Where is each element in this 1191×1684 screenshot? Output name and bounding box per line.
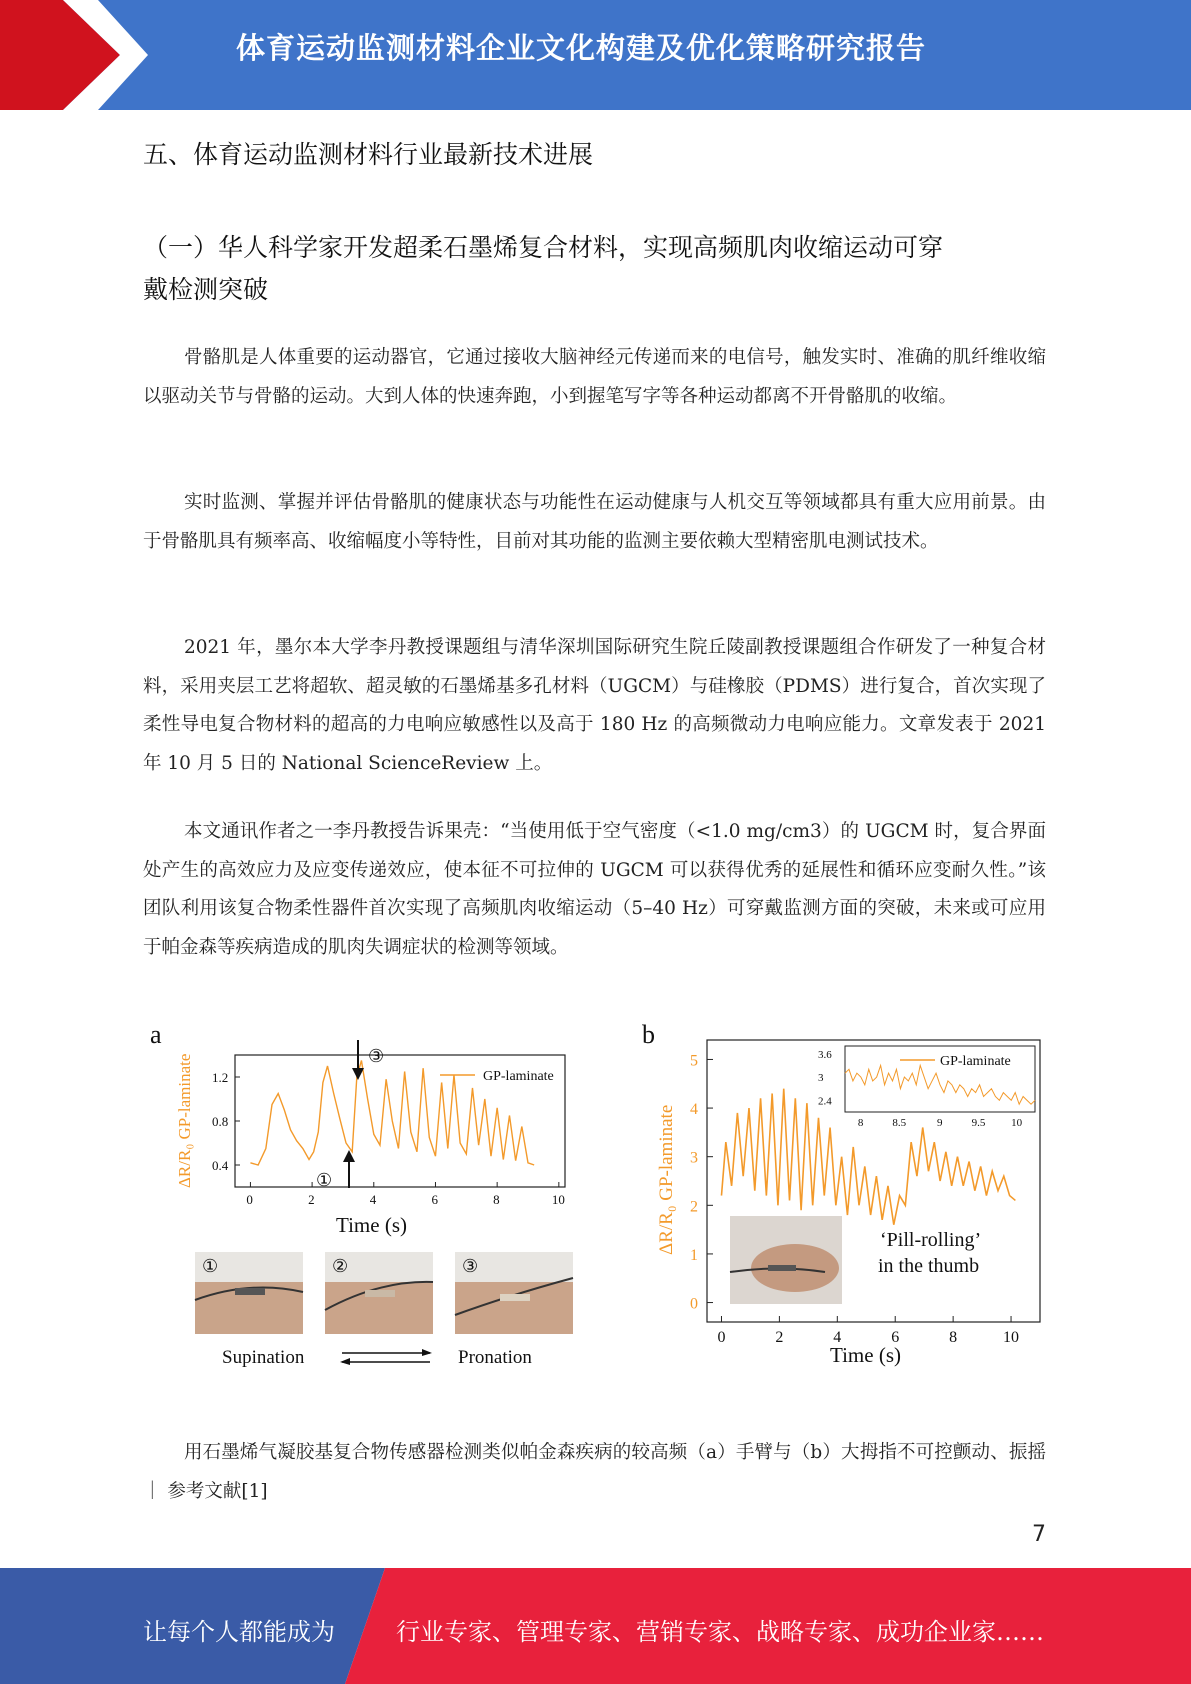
page-number: 7 xyxy=(1032,1522,1046,1547)
panel-a-label: a xyxy=(150,1020,162,1049)
panel-a-ylabel: ΔR/R₀ GP-laminate xyxy=(175,1053,194,1188)
panel-a-ytick-label: 0.4 xyxy=(212,1158,229,1173)
panel-a-xtick-label: 2 xyxy=(308,1192,315,1207)
panel-a-arrow-down-head xyxy=(352,1068,364,1080)
panel-a-marker-3: ③ xyxy=(368,1046,385,1066)
equilibrium-arrows xyxy=(340,1349,432,1365)
panel-a-photo-2 xyxy=(325,1252,433,1334)
panel-a-photo-3 xyxy=(455,1252,573,1334)
panel-b-label: b xyxy=(642,1020,655,1049)
panel-b-xtick-label: 6 xyxy=(891,1329,900,1346)
panel-b-inset-ytick-label: 3.6 xyxy=(818,1048,832,1061)
subsection-title-line2: 戴检测突破 xyxy=(143,275,269,304)
panel-b-xtick-label: 2 xyxy=(775,1329,784,1346)
panel-b-xtick-label: 0 xyxy=(717,1329,726,1346)
panel-a-legend-label: GP-laminate xyxy=(483,1069,554,1084)
pronation-label: Pronation xyxy=(458,1347,532,1368)
svg-text:①: ① xyxy=(202,1256,219,1276)
panel-a-arrow-up-head xyxy=(343,1150,355,1162)
panel-b-ytick-label: 2 xyxy=(690,1198,698,1216)
panel-b-inset-xtick-label: 9 xyxy=(937,1117,943,1129)
panel-b-inset-xtick-label: 9.5 xyxy=(971,1117,986,1129)
paragraph-3: 2021 年，墨尔本大学李丹教授课题组与清华深圳国际研究生院丘陵副教授课题组合作研发了一种复合材料，采用夹层工艺将超软、超灵敏的石墨烯基多孔材料（UGCM）与硅橡胶（PDMS）进行复合，首次实现了柔性导电复合物材料的超高的力电响应敏感性以及高于 180 Hz 的高频微动力电响应能力。文章发表于 2021 年 10 月 5 日的 National ScienceReview 上。 xyxy=(143,637,1046,774)
panel-b-inset-ytick-label: 2.4 xyxy=(818,1095,832,1108)
panel-a-xtick-label: 0 xyxy=(246,1192,253,1207)
svg-text:②: ② xyxy=(332,1256,349,1276)
figure-caption: 用石墨烯气凝胶基复合物传感器检测类似帕金森疾病的较高频（a）手臂与（b）大拇指不可控颤动、振摇 ｜ 参考文献[1] xyxy=(143,1442,1046,1502)
panel-a-photo-1 xyxy=(195,1252,303,1334)
paragraph-1: 骨骼肌是人体重要的运动器官，它通过接收大脑神经元传递而来的电信号，触发实时、准确的肌纤维收缩以驱动关节与骨骼的运动。大到人体的快速奔跑，小到握笔写字等各种运动都离不开骨骼肌的收缩。 xyxy=(143,347,1046,407)
panel-b-annotation-line1: ‘Pill-rolling’ xyxy=(880,1229,982,1251)
panel-b-ytick-label: 1 xyxy=(690,1246,698,1264)
panel-a-marker-1: ① xyxy=(316,1170,333,1190)
panel-b-thumb-photo xyxy=(730,1216,842,1304)
panel-a-ytick-label: 1.2 xyxy=(212,1070,229,1085)
panel-b-ytick-label: 4 xyxy=(690,1101,698,1119)
panel-b-ytick-label: 0 xyxy=(690,1295,698,1313)
panel-a-ytick-label: 0.8 xyxy=(212,1114,229,1129)
footer-slogan-right: 行业专家、管理专家、营销专家、战略专家、成功企业家…… xyxy=(396,1618,1044,1646)
panel-b-inset-xtick-label: 8.5 xyxy=(892,1117,907,1129)
panel-b-xtick-label: 10 xyxy=(1003,1329,1020,1346)
panel-b-xtick-label: 4 xyxy=(833,1329,842,1346)
panel-a-xtick-label: 4 xyxy=(369,1192,377,1207)
section-title: 五、体育运动监测材料行业最新技术进展 xyxy=(143,140,594,169)
page-header xyxy=(0,0,1191,110)
panel-a-xlabel: Time (s) xyxy=(336,1213,407,1237)
panel-b-inset-xtick-label: 10 xyxy=(1011,1117,1023,1129)
supination-label: Supination xyxy=(222,1347,305,1368)
figure xyxy=(140,1010,1060,1380)
panel-b-xtick-label: 8 xyxy=(949,1329,958,1346)
paragraph-2: 实时监测、掌握并评估骨骼肌的健康状态与功能性在运动健康与人机交互等领域都具有重大应用前景。由于骨骼肌具有频率高、收缩幅度小等特性，目前对其功能的监测主要依赖大型精密肌电测试技术。 xyxy=(143,492,1046,552)
panel-b-xlabel: Time (s) xyxy=(830,1343,901,1367)
panel-b-ytick-label: 5 xyxy=(690,1052,698,1070)
panel-b-ylabel: ΔR/R₀ GP-laminate xyxy=(656,1104,677,1255)
panel-b-legend-label: GP-laminate xyxy=(940,1054,1011,1069)
panel-a-xtick-label: 8 xyxy=(493,1192,500,1207)
header-arrow-shape xyxy=(0,0,160,110)
subsection-title-line1: （一）华人科学家开发超柔石墨烯复合材料，实现高频肌肉收缩运动可穿 xyxy=(143,233,944,262)
panel-b-inset-xtick-label: 8 xyxy=(857,1117,864,1129)
panel-a-xtick-label: 10 xyxy=(551,1192,565,1207)
page-footer xyxy=(0,1568,1191,1684)
paragraph-4: 本文通讯作者之一李丹教授告诉果壳：“当使用低于空气密度（<1.0 mg/cm3）的 UGCM 时，复合界面处产生的高效应力及应变传递效应，使本征不可拉伸的 UGCM 可以获得优秀的延展性和循环应变耐久性。”该团队利用该复合物柔性器件首次实现了高频肌肉收缩运动（5–40 Hz）可穿戴监测方面的突破，未来或可应用于帕金森等疾病造成的肌肉失调症状的检测等领域。 xyxy=(143,821,1046,958)
document-title: 体育运动监测材料企业文化构建及优化策略研究报告 xyxy=(236,31,927,65)
panel-a-xtick-label: 6 xyxy=(431,1192,438,1207)
panel-b-inset-ytick-label: 3 xyxy=(818,1072,824,1085)
svg-text:③: ③ xyxy=(462,1256,479,1276)
panel-b-ytick-label: 3 xyxy=(690,1149,698,1167)
footer-slogan-left: 让每个人都能成为 xyxy=(143,1618,335,1646)
panel-b-annotation-line2: in the thumb xyxy=(878,1255,980,1277)
